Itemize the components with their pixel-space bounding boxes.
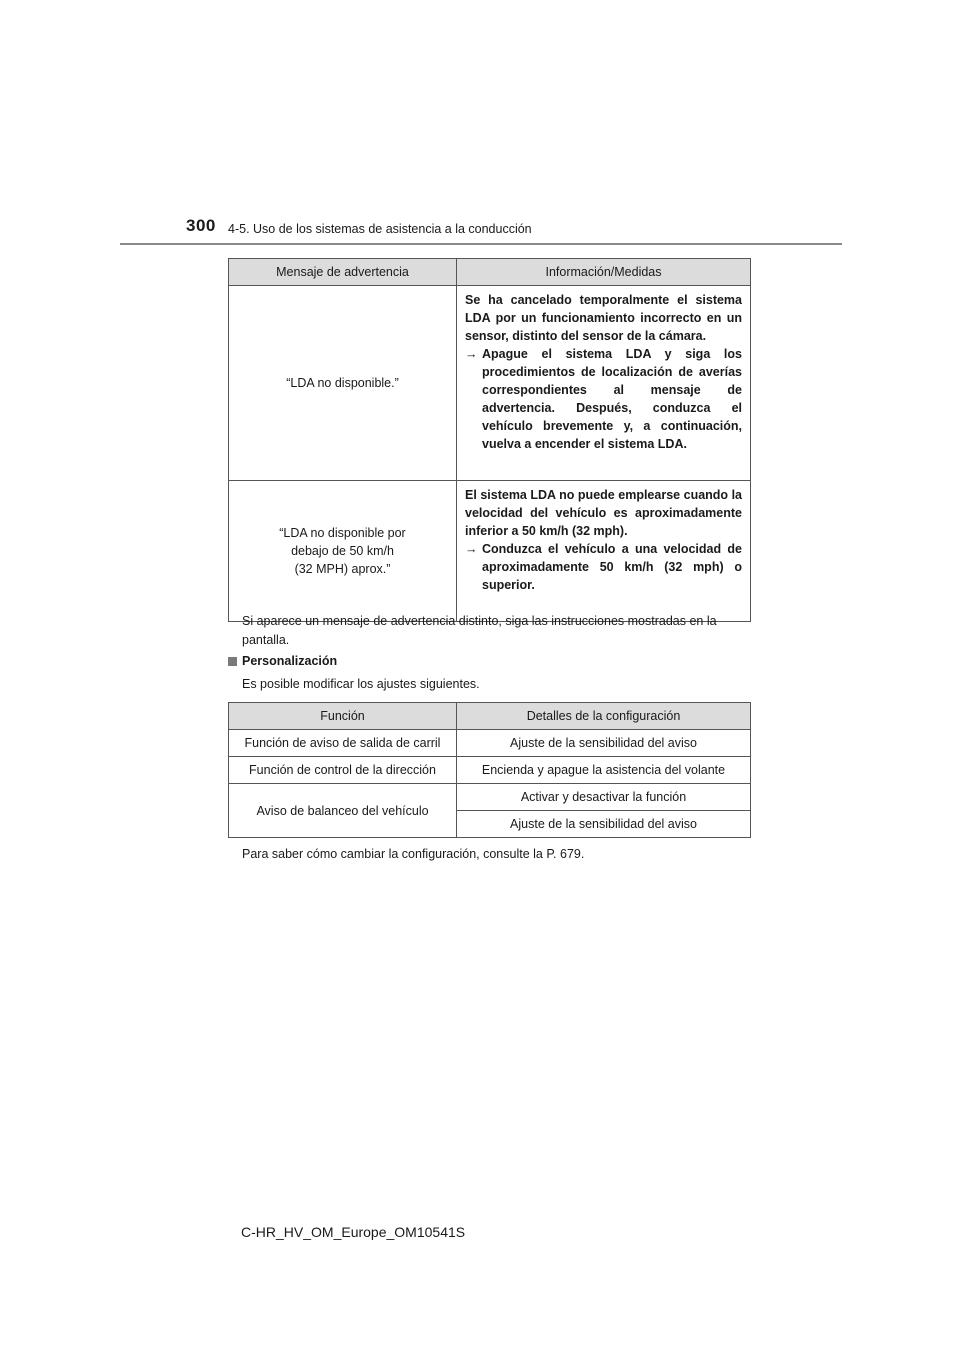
arrow-right-icon: → [465, 347, 478, 361]
column-header-info: Información/Medidas [457, 259, 751, 286]
details-cell: Ajuste de la sensibilidad del aviso [457, 811, 751, 838]
function-cell: Función de aviso de salida de carril [229, 730, 457, 757]
section-title: 4-5. Uso de los sistemas de asistencia a la conducción [228, 222, 532, 236]
square-bullet-icon [228, 657, 237, 666]
column-header-function: Función [229, 703, 457, 730]
howto-paragraph: Para saber cómo cambiar la configuración, consulte la P. 679. [242, 847, 585, 861]
table-row [229, 481, 751, 622]
warning-info-cell [457, 481, 751, 622]
warning-message-cell [229, 481, 457, 622]
function-cell: Función de control de la dirección [229, 757, 457, 784]
page-number: 300 [186, 216, 216, 235]
table-row [229, 757, 751, 784]
warning-message-line: debajo de 50 km/h [291, 544, 394, 558]
action-text: Apague el sistema LDA y siga los procedimientos de localización de averías correspondientes al mensaje de advertencia. Después, conduzca el vehículo brevemente y, a continuación, vuelva a encender el sistema LDA. [482, 347, 742, 451]
action-item [465, 540, 742, 594]
warning-info-cell [457, 286, 751, 481]
action-text: Conduzca el vehículo a una velocidad de aproximadamente 50 km/h (32 mph) o superior. [482, 542, 742, 592]
warning-message-line: “LDA no disponible por [279, 526, 406, 540]
details-cell: Encienda y apague la asistencia del volante [457, 757, 751, 784]
warning-message-line: (32 MPH) aprox.” [294, 562, 391, 576]
details-cell: Activar y desactivar la función [457, 784, 751, 811]
details-cell: Ajuste de la sensibilidad del aviso [457, 730, 751, 757]
column-header-details: Detalles de la configuración [457, 703, 751, 730]
warning-message-table [228, 258, 751, 622]
instructions-paragraph: Si aparece un mensaje de advertencia distinto, siga las instrucciones mostradas en la pantalla. [242, 614, 717, 647]
table-row [229, 730, 751, 757]
warning-info-text: Se ha cancelado temporalmente el sistema LDA por un funcionamiento incorrecto en un sensor, distinto del sensor de la cámara. [465, 293, 742, 343]
table-row [229, 784, 751, 811]
document-code: C-HR_HV_OM_Europe_OM10541S [241, 1224, 466, 1240]
function-cell: Aviso de balanceo del vehículo [229, 784, 457, 838]
arrow-right-icon: → [465, 542, 478, 556]
warning-info-text: El sistema LDA no puede emplearse cuando la velocidad del vehículo es aproximadamente inferior a 50 km/h (32 mph). [465, 488, 742, 538]
warning-message-cell [229, 286, 457, 481]
customization-heading [228, 654, 337, 668]
customization-intro: Es posible modificar los ajustes siguientes. [242, 677, 480, 691]
warning-message-text: “LDA no disponible.” [286, 376, 399, 390]
table-row [229, 286, 751, 481]
column-header-message: Mensaje de advertencia [229, 259, 457, 286]
action-item [465, 345, 742, 453]
customization-table [228, 702, 751, 838]
header-rule [120, 243, 842, 245]
customization-heading-text: Personalización [242, 654, 338, 668]
